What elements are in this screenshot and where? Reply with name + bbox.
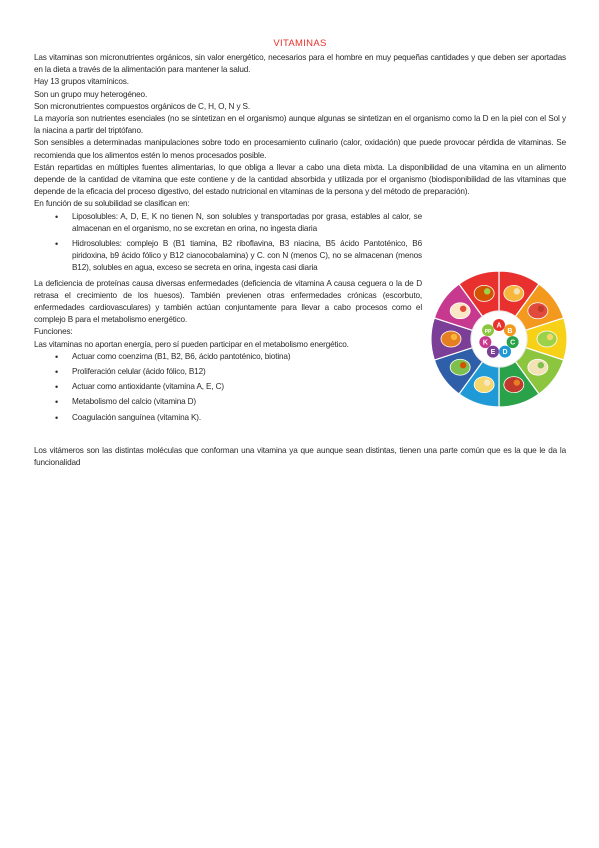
sources-paragraph: Están repartidas en múltiples fuentes alimentarias, lo que obliga a llevar a cabo una dieta mixta. La disponibilidad de una vitamina en un alimento depende de la cantidad de vitamina que este contiene y de la cantidad absorbida y utilizada por el organismo (biodisponibilidad de las vitaminas que depende de la eficacia del proceso digestivo, del estado nutricional en vitaminas de la persona y del método de preparación).: [34, 162, 566, 197]
food-icon: [474, 377, 494, 393]
solubility-list: [34, 211, 422, 275]
list-item: • Actuar como coenzima (B1, B2, B6, ácido pantoténico, biotina): [72, 351, 566, 363]
intro-section: [34, 52, 566, 211]
food-icon: [450, 303, 470, 319]
food-icon: [474, 285, 494, 301]
food-icon: [504, 377, 524, 393]
heterogeneous-line: Son un grupo muy heterogéneo.: [34, 89, 148, 99]
food-icon: [528, 303, 548, 319]
vitamin-letter: D: [502, 349, 508, 357]
functions-intro: Las vitaminas no aportan energía, pero sí pueden participar en el metabolismo energético.: [34, 339, 349, 349]
list-item: • Hidrosolubles: complejo B (B1 tiamina, B2 riboflavina, B3 niacina, B5 ácido Pantoténico, B6 piridoxina, b9 ácido fólico y B12 cianocobalamina) y C. con N (menos C), no se almacenan (menos B12), solubles en agua, exceso se secreta en orina, ingesta casi diaria: [72, 238, 422, 275]
vitamin-letter: C: [510, 339, 516, 347]
list-item: • Proliferación celular (ácido fólico, B12): [72, 366, 566, 378]
food-icon: [484, 379, 490, 385]
vitamin-letter: B: [507, 327, 513, 335]
vitamin-groups-line: Hay 13 grupos vitamínicos.: [34, 77, 129, 87]
intro-paragraph: Las vitaminas son micronutrientes orgánicos, sin valor energético, necesarios para el hombre en muy pequeñas cantidades y que deben ser aportadas en la dieta a través de la alimentación para mantener la salud.: [34, 53, 566, 75]
list-item: • Actuar como antioxidante (vitamina A, E, C): [72, 381, 566, 393]
essential-nutrients-paragraph: La mayoría son nutrientes esenciales (no se sintetizan en el organismo) aunque algunas se sintetizan en el organismo como la D en la piel con el Sol y la niacina a partir del triptófano.: [34, 114, 566, 136]
food-icon: [538, 362, 544, 368]
food-icon: [528, 359, 548, 375]
vitamers-paragraph: Los vitámeros son las distintas moléculas que conforman una vitamina ya que aunque sean distintas, tienen una parte común que es la que le da la funcionalidad: [34, 445, 566, 468]
vitamin-letter: K: [482, 339, 488, 347]
solubility-section: [34, 211, 422, 327]
list-item: • Liposolubles: A, D, E, K no tienen N, son solubles y transportadas por grasa, estables al calor, se almacenan en el organismo, no se excretan en orina, no ingesta diaria: [72, 211, 422, 235]
food-icon: [450, 359, 470, 375]
food-icon: [504, 285, 524, 301]
food-icon: [441, 331, 461, 347]
food-icon: [537, 331, 557, 347]
vitamin-letter: E: [490, 349, 496, 357]
food-icon: [538, 306, 544, 312]
classification-intro: En función de su solubilidad se clasifican en:: [34, 199, 190, 209]
list-item: • Metabolismo del calcio (vitamina D): [72, 396, 566, 408]
deficiency-paragraph: La deficiencia de proteínas causa diversas enfermedades (deficiencia de vitamina A causa ceguera o la de D retrasa el crecimiento de los huesos). También previenen otras enfermedades crónicas (escorbuto, enfermedades cardiovasculares) y también actúan conjuntamente para llevar a cabo procesos como el complejo B para el metabolismo energético.: [34, 278, 422, 325]
document-title: VITAMINAS: [273, 38, 327, 49]
food-icon: [514, 379, 520, 385]
food-icon: [547, 334, 553, 340]
vitamin-food-wheel-image: [430, 270, 568, 408]
food-icon: [484, 288, 490, 294]
food-icon: [451, 334, 457, 340]
processing-paragraph: Son sensibles a determinadas manipulaciones sobre todo en procesamiento culinario (calor, oxidación) que puede provocar pérdida de vitaminas. Se recomienda que los alimentos estén lo menos procesados posible.: [34, 138, 566, 160]
vitamin-letter: A: [496, 322, 502, 330]
vitamin-letter: PP: [484, 328, 492, 335]
list-item: • Coagulación sanguínea (vitamina K).: [72, 412, 566, 424]
food-icon: [460, 306, 466, 312]
composition-line: Son micronutrientes compuestos orgánicos de C, H, O, N y S.: [34, 101, 250, 111]
functions-heading: Funciones:: [34, 327, 73, 337]
food-icon: [514, 288, 520, 294]
food-icon: [460, 362, 466, 368]
